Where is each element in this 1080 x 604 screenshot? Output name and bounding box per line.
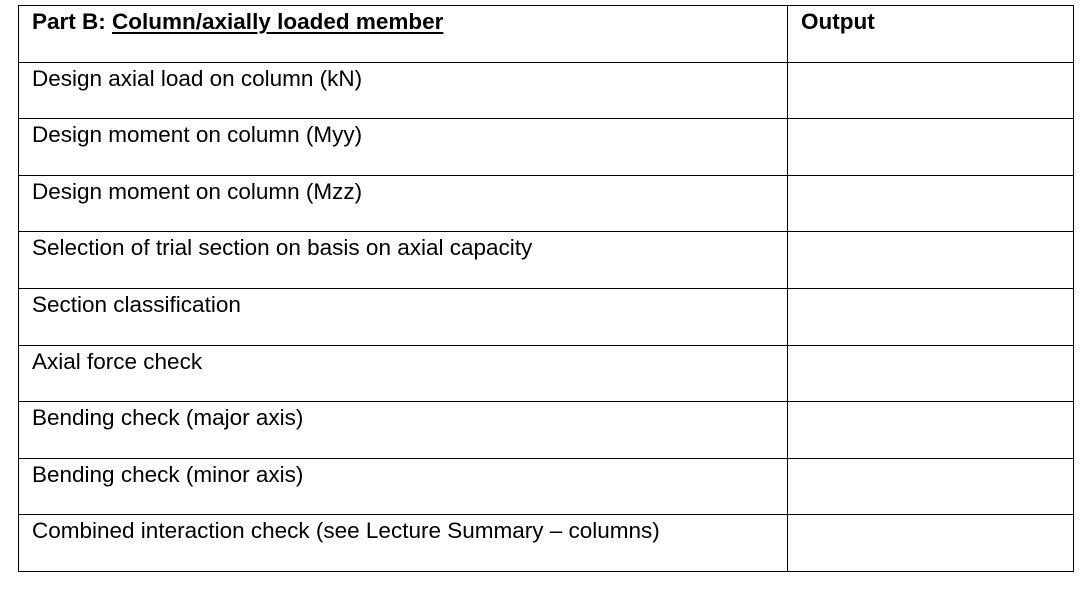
row-output[interactable]	[788, 176, 1073, 179]
row-output[interactable]	[788, 63, 1073, 66]
row-label-cell	[19, 288, 788, 345]
row-label: Bending check (major axis)	[32, 405, 304, 431]
row-output-cell[interactable]	[788, 62, 1074, 119]
row-output-cell[interactable]	[788, 288, 1074, 345]
table-row	[19, 175, 1074, 232]
header-title-cell	[19, 6, 788, 63]
row-label-cell	[19, 515, 788, 572]
table-row	[19, 402, 1074, 459]
row-output[interactable]	[788, 232, 1073, 235]
row-output-cell[interactable]	[788, 458, 1074, 515]
row-output[interactable]	[788, 515, 1073, 518]
section-title: Column/axially loaded member	[112, 9, 444, 34]
table-row	[19, 62, 1074, 119]
row-label-cell	[19, 175, 788, 232]
table-row	[19, 345, 1074, 402]
table-row	[19, 119, 1074, 176]
row-label-cell	[19, 345, 788, 402]
row-label: Combined interaction check (see Lecture Summary – columns)	[32, 518, 660, 544]
table-row	[19, 232, 1074, 289]
row-label-cell	[19, 62, 788, 119]
row-label-cell	[19, 232, 788, 289]
row-label: Design axial load on column (kN)	[32, 65, 363, 91]
row-output-cell[interactable]	[788, 402, 1074, 459]
part-label: Part B:	[32, 9, 106, 34]
row-output-cell[interactable]	[788, 119, 1074, 176]
row-label-cell	[19, 402, 788, 459]
row-output-cell[interactable]	[788, 232, 1074, 289]
row-label: Bending check (minor axis)	[32, 461, 304, 487]
row-output-cell[interactable]	[788, 345, 1074, 402]
row-label-cell	[19, 458, 788, 515]
row-label: Axial force check	[32, 348, 203, 374]
row-label-cell	[19, 119, 788, 176]
table-header-row	[19, 6, 1074, 63]
design-checklist-table	[18, 5, 1074, 572]
row-output[interactable]	[788, 346, 1073, 349]
row-label: Design moment on column (Mzz)	[32, 178, 363, 204]
row-output[interactable]	[788, 459, 1073, 462]
row-output[interactable]	[788, 119, 1073, 122]
row-output-cell[interactable]	[788, 515, 1074, 572]
row-output[interactable]	[788, 402, 1073, 405]
table-row	[19, 515, 1074, 572]
row-label: Selection of trial section on basis on axial capacity	[32, 235, 533, 261]
table-row	[19, 458, 1074, 515]
header-output-cell	[788, 6, 1074, 63]
header-title	[19, 6, 787, 35]
row-output[interactable]	[788, 289, 1073, 292]
table-row	[19, 288, 1074, 345]
output-column-header: Output	[801, 9, 875, 34]
row-label: Design moment on column (Myy)	[32, 122, 363, 148]
row-output-cell[interactable]	[788, 175, 1074, 232]
row-label: Section classification	[32, 291, 241, 317]
